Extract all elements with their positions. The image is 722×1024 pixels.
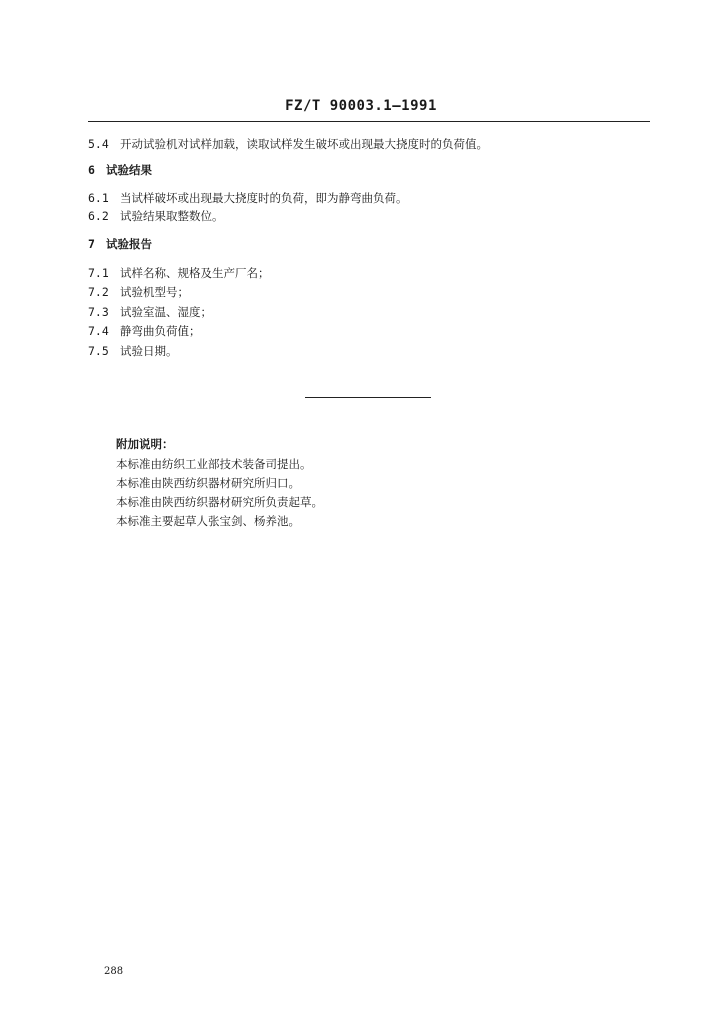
header-divider	[88, 121, 650, 122]
section-title: 试验报告	[106, 237, 152, 251]
clause-text: 当试样破坏或出现最大挠度时的负荷，即为静弯曲负荷。	[120, 191, 408, 205]
clause-number: 5.4	[88, 137, 109, 151]
clause-number: 7.5	[88, 344, 109, 358]
note-line: 本标准由纺织工业部技术装备司提出。	[116, 457, 312, 471]
clause-text: 试验机型号；	[120, 285, 189, 299]
section-title: 试验结果	[106, 163, 152, 177]
note-line: 本标准主要起草人张宝剑、杨养池。	[116, 514, 300, 528]
clause-7-4	[88, 323, 201, 339]
clause-text: 试验日期。	[120, 344, 178, 358]
clause-text: 试样名称、规格及生产厂名；	[120, 266, 270, 280]
section-7-heading	[88, 236, 152, 252]
notes-title: 附加说明：	[116, 437, 174, 451]
clause-number: 7.2	[88, 285, 109, 299]
standard-code: FZ/T 90003.1—1991	[285, 98, 437, 114]
clause-6-1	[88, 190, 408, 206]
clause-number: 7.3	[88, 305, 109, 319]
clause-text: 静弯曲负荷值；	[120, 324, 201, 338]
section-6-heading	[88, 162, 152, 178]
clause-number: 7.1	[88, 266, 109, 280]
clause-number: 6.2	[88, 209, 109, 223]
note-line: 本标准由陕西纺织器材研究所负责起草。	[116, 495, 323, 509]
clause-7-5	[88, 343, 178, 359]
page-number: 288	[104, 966, 124, 977]
clause-number: 7.4	[88, 324, 109, 338]
clause-7-1	[88, 265, 270, 281]
clause-7-3	[88, 304, 212, 320]
end-of-text-rule	[305, 397, 431, 398]
clause-7-2	[88, 284, 189, 300]
clause-number: 6.1	[88, 191, 109, 205]
note-line: 本标准由陕西纺织器材研究所归口。	[116, 476, 300, 490]
section-number: 7	[88, 237, 95, 251]
clause-text: 开动试验机对试样加载，读取试样发生破坏或出现最大挠度时的负荷值。	[120, 137, 488, 151]
clause-6-2	[88, 208, 224, 224]
clause-text: 试验结果取整数位。	[120, 209, 224, 223]
clause-5-4	[88, 136, 488, 152]
clause-text: 试验室温、湿度；	[120, 305, 212, 319]
section-number: 6	[88, 163, 95, 177]
